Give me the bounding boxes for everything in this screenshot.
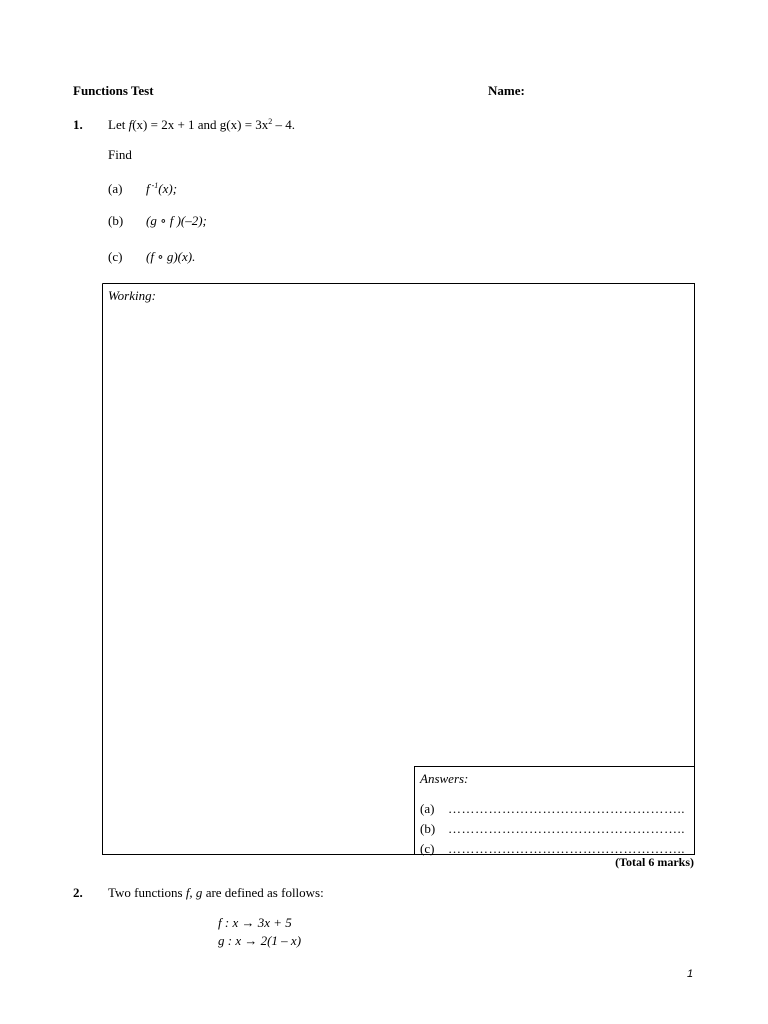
answer-b-label: (b) [420, 821, 436, 836]
find-label: Find [108, 147, 132, 162]
test-title: Functions Test [73, 83, 154, 98]
part-c-label: (c) [108, 249, 123, 264]
answer-a-label: (a) [420, 801, 435, 816]
part-c-expression: (f ∘ g)(x). [146, 249, 196, 264]
part-b-label: (b) [108, 213, 124, 228]
answer-a-line[interactable]: …………………………………………….. [448, 801, 685, 816]
question-1-number: 1. [73, 117, 83, 132]
answer-c-line[interactable]: …………………………………………….. [448, 841, 685, 856]
stem-let: Let [108, 117, 129, 132]
part-a-label: (a) [108, 181, 123, 196]
page-number: 1 [687, 968, 694, 980]
function-f-definition: f : x → 3x + 5 [218, 915, 292, 930]
part-a-expression: f $^{-1}$(x); [146, 181, 178, 196]
name-label: Name: [488, 83, 525, 98]
total-marks: (Total 6 marks) [615, 855, 694, 869]
function-g-definition: g : x → 2(1 – x) [218, 933, 302, 948]
question-2-number: 2. [73, 885, 83, 900]
stem-tail: – 4. [272, 117, 296, 132]
part-b-expression: (g ∘ f )(–2); [146, 213, 207, 228]
answer-c-label: (c) [420, 841, 435, 856]
working-label: Working: [108, 288, 156, 303]
answers-label: Answers: [420, 771, 469, 786]
question-2-stem: Two functions f, g are defined as follows: [108, 885, 324, 900]
stem-exponent: 2 [268, 117, 273, 126]
answer-b-line[interactable]: …………………………………………….. [448, 821, 685, 836]
stem-f: f [128, 117, 133, 132]
stem-fx: (x) = 2x + 1 and g(x) = 3x [132, 117, 269, 132]
